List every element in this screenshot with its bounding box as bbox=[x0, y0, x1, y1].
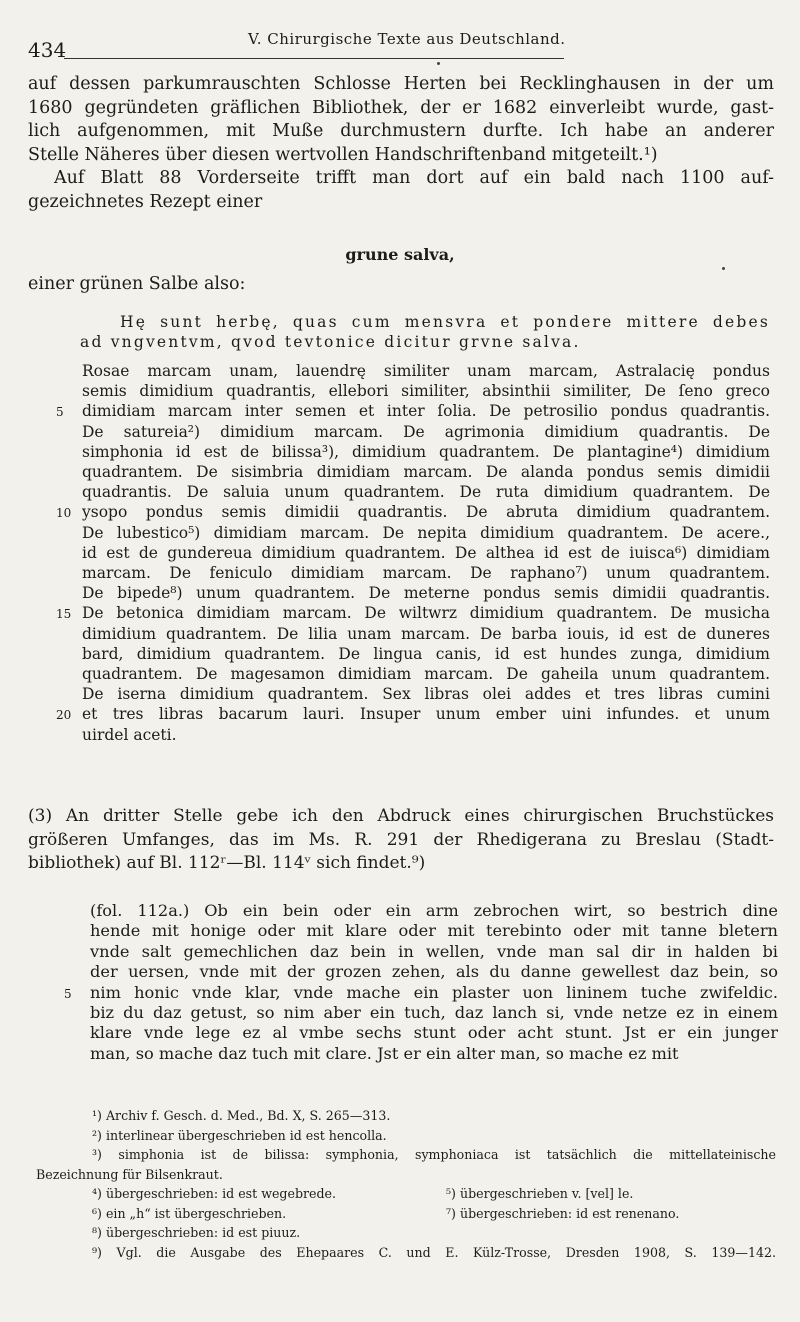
line-number: 10 bbox=[56, 506, 72, 521]
intro-paragraph bbox=[28, 73, 774, 215]
latin-line bbox=[82, 381, 770, 401]
line-text: vnde salt gemechlichen daz bein in wellen, vnde man sal dir in halden bi bbox=[90, 941, 778, 961]
line-text: hende mit honige oder mit klare oder mit terebinto oder mit tanne bletern bbox=[90, 921, 778, 941]
print-speck bbox=[722, 267, 725, 270]
line-text: man, so mache daz tuch mit clare. Jst er ein alter man, so mache ez mit bbox=[90, 1043, 679, 1063]
recipe-intro: einer grünen Salbe also: bbox=[28, 274, 246, 294]
line-text: uirdel aceti. bbox=[82, 725, 177, 744]
line-text: (fol. 112a.) Ob ein bein oder ein arm zebrochen wirt, so bestrich dine bbox=[90, 901, 778, 920]
text-line: (3) An dritter Stelle gebe ich den Abdruck eines chirurgischen Bruchstückes bbox=[28, 806, 774, 826]
mhg-line bbox=[90, 1023, 778, 1043]
text-line: bibliothek) auf Bl. 112ʳ—Bl. 114ᵛ sich findet.⁹) bbox=[28, 853, 426, 874]
footnote-8: ⁸) übergeschrieben: id est piuuz. bbox=[92, 1225, 301, 1240]
text-line: gezeichnetes Rezept einer bbox=[28, 191, 263, 212]
footnote-3-continued: Bezeichnung für Bilsenkraut. bbox=[36, 1166, 223, 1182]
middle-high-german-text bbox=[64, 901, 778, 1064]
page-number: 434 bbox=[28, 38, 67, 62]
line-number: 20 bbox=[56, 708, 72, 723]
footnote-9: ⁹) Vgl. die Ausgabe des Ehepaares C. und E. Külz-Trosse, Dresden 1908, S. 139—142. bbox=[92, 1244, 776, 1260]
footnote-7: ⁷) übergeschrieben: id est renenano. bbox=[446, 1205, 680, 1221]
line-text: klare vnde lege ez al vmbe sechs stunt oder acht stunt. Jst er ein junger bbox=[90, 1023, 778, 1043]
recipe-intro-block bbox=[28, 273, 774, 297]
footnote-row-6-7 bbox=[28, 1204, 776, 1224]
footnote-5: ⁵) übergeschrieben v. [vel] le. bbox=[446, 1186, 634, 1201]
footnote-3: ³) simphonia ist de bilissa: symphonia, symphoniaca ist tatsächlich die mittellateinische bbox=[92, 1147, 776, 1162]
latin-line bbox=[82, 563, 770, 583]
line-text: id est de gundereua dimidium quadrantem. De althea id est de iuisca⁶) dimidiam bbox=[82, 543, 770, 562]
footnote-6: ⁶) ein „h“ ist übergeschrieben. bbox=[92, 1205, 287, 1221]
line-text: dimidium quadrantem. De lilia unam marcam. De barba iouis, id est de duneres bbox=[82, 624, 770, 643]
latin-heading-line: ad vngventvm, qvod tevtonice dicitur grvne salva. bbox=[80, 333, 581, 352]
line-text: bard, dimidium quadrantem. De lingua canis, id est hundes zunga, dimidium bbox=[82, 644, 770, 663]
page-header bbox=[28, 30, 770, 62]
mhg-line bbox=[64, 982, 778, 1003]
latin-line bbox=[82, 361, 770, 381]
footnote-1: ¹) Archiv f. Gesch. d. Med., Bd. X, S. 265—313. bbox=[92, 1108, 391, 1123]
latin-line bbox=[56, 704, 770, 724]
line-text: marcam. De feniculo dimidiam marcam. De raphano⁷) unum quadrantem. bbox=[82, 564, 770, 583]
footnotes bbox=[28, 1106, 776, 1262]
mhg-line bbox=[90, 901, 778, 921]
line-text: simphonia id est de bilissa³), dimidium quadrantem. De plantagine⁴) dimidium bbox=[82, 442, 770, 461]
recipe-title: grune salva, bbox=[345, 245, 455, 264]
footnote-row-4-5 bbox=[28, 1184, 776, 1204]
line-text: De lubestico⁵) dimidiam marcam. De nepita dimidium quadrantem. De acere., bbox=[82, 523, 770, 542]
text-line: lich aufgenommen, mit Muße durchmustern durfte. Ich habe an anderer bbox=[28, 121, 774, 142]
text-line: auf dessen parkumrauschten Schlosse Herten bei Recklinghausen in der um bbox=[28, 74, 774, 94]
latin-line bbox=[82, 442, 770, 462]
line-text: quadrantem. De magesamon dimidiam marcam. De gaheila unum quadrantem. bbox=[82, 665, 770, 684]
line-text: quadrantem. De sisimbria dimidiam marcam. De alanda pondus semis dimidii bbox=[82, 463, 770, 482]
latin-line bbox=[82, 624, 770, 644]
latin-line bbox=[82, 644, 770, 664]
section-3-paragraph bbox=[28, 805, 774, 876]
line-text: ysopo pondus semis dimidii quadrantis. De abruta dimidium quadrantem. bbox=[82, 503, 770, 522]
text-line: 1680 gegründeten gräflichen Bibliothek, der er 1682 einverleibt wurde, gast- bbox=[28, 97, 774, 118]
print-speck bbox=[437, 62, 440, 65]
latin-line bbox=[82, 664, 770, 684]
running-head: V. Chirurgische Texte aus Deutschland. bbox=[248, 30, 566, 48]
line-text: De betonica dimidiam marcam. De wiltwrz dimidium quadrantem. De musicha bbox=[82, 604, 770, 623]
text-line: Auf Blatt 88 Vorderseite trifft man dort auf ein bald nach 1100 auf- bbox=[54, 168, 774, 189]
mhg-line bbox=[90, 942, 778, 962]
header-rule bbox=[64, 58, 564, 59]
footnote-2: ²) interlinear übergeschrieben id est hencolla. bbox=[92, 1127, 387, 1143]
latin-line bbox=[82, 523, 770, 543]
latin-line bbox=[82, 482, 770, 502]
line-text: et tres libras bacarum lauri. Insuper unum ember uini infundes. et unum bbox=[82, 705, 770, 724]
line-text: nim honic vnde klar, vnde mache ein plaster uon lininem tuche zwifeldic. bbox=[90, 982, 778, 1002]
latin-line bbox=[56, 603, 770, 623]
latin-line bbox=[82, 543, 770, 563]
line-text: Rosae marcam unam, lauendrę similiter unam marcam, Astralacię pondus bbox=[82, 362, 770, 380]
line-text: biz du daz getust, so nim aber ein tuch, daz lanch si, vnde netze ez in einem bbox=[90, 1003, 778, 1023]
latin-heading bbox=[80, 312, 770, 352]
latin-recipe-text bbox=[56, 361, 770, 745]
mhg-line bbox=[90, 1003, 778, 1023]
line-text: De satureia²) dimidium marcam. De agrimonia dimidium quadrantis. De bbox=[82, 422, 770, 441]
latin-line bbox=[82, 684, 770, 704]
latin-line bbox=[56, 401, 770, 421]
footnote-4: ⁴) übergeschrieben: id est wegebrede. bbox=[92, 1186, 336, 1201]
mhg-line bbox=[90, 962, 778, 982]
line-text: dimidiam marcam inter semen et inter ſolia. De petrosilio pondus quadrantis. bbox=[82, 402, 770, 421]
line-text: De iserna dimidium quadrantem. Sex libras olei addes et tres libras cumini bbox=[82, 685, 770, 704]
line-text: der uersen, vnde mit der grozen zehen, als du danne gewellest daz bein, so bbox=[90, 962, 778, 982]
line-number: 5 bbox=[64, 986, 72, 1001]
latin-line bbox=[82, 462, 770, 482]
mhg-line bbox=[90, 921, 778, 941]
latin-line bbox=[82, 583, 770, 603]
line-text: quadrantis. De saluia unum quadrantem. De ruta dimidium quadrantem. De bbox=[82, 483, 770, 502]
latin-heading-line: Hę sunt herbę, quas cum mensvra et pondere mittere debes bbox=[120, 313, 770, 331]
latin-line bbox=[82, 725, 770, 745]
line-number: 15 bbox=[56, 607, 72, 622]
line-text: De bipede⁸) unum quadrantem. De meterne pondus semis dimidii quadrantis. bbox=[82, 584, 770, 603]
text-line: Stelle Näheres über diesen wertvollen Handschriftenband mitgeteilt.¹) bbox=[28, 144, 658, 165]
mhg-line bbox=[90, 1044, 778, 1064]
line-text: semis dimidium quadrantis, ellebori similiter, absinthii similiter, De ſeno greco bbox=[82, 382, 770, 401]
latin-line bbox=[56, 502, 770, 522]
latin-line bbox=[82, 422, 770, 442]
line-number: 5 bbox=[56, 405, 64, 420]
text-line: größeren Umfanges, das im Ms. R. 291 der Rhedigerana zu Breslau (Stadt- bbox=[28, 829, 774, 850]
